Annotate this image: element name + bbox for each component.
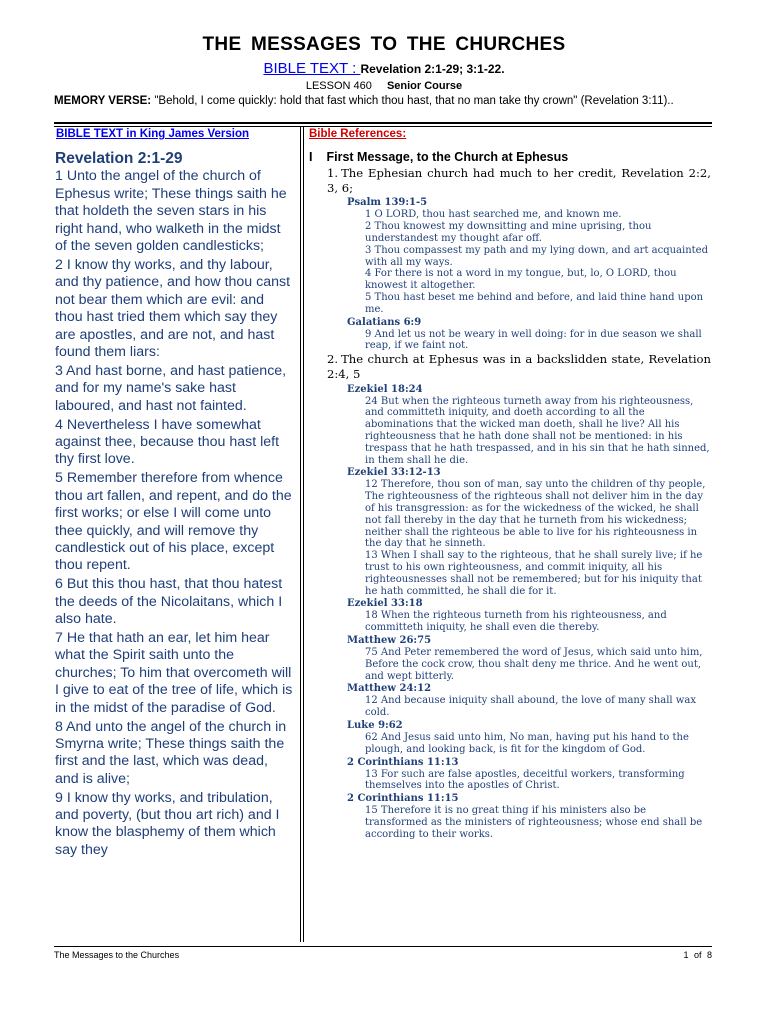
scripture-reference: Ezekiel 33:12-13 (347, 467, 441, 479)
reference-verse: 13 For such are false apostles, deceitful workers, transforming themselves into the apostles of Christ. (365, 768, 685, 792)
kjv-chapter-heading: Revelation 2:1-29 (55, 150, 183, 167)
reference-verse: 12 Therefore, thou son of man, say unto the children of thy people, The righteousness of the righteous shall not deliver him in the day of his transgression: as for the wickedness of the wicked, he shall not fall thereby in the day that he turneth from his wickedness; neither shall the righteous be able to live for his righteousness in the day that he sinneth. (365, 479, 706, 550)
kjv-verse: 4 Nevertheless I have somewhat against thee, because thou hast left thy first love. (55, 416, 280, 468)
scripture-reference: 2 Corinthians 11:15 (347, 793, 459, 805)
kjv-verse: 6 But this thou hast, that thou hatest the deeds of the Nicolaitans, which I also hate. (55, 576, 283, 628)
reference-verse: 18 When the righteous turneth from his righteousness, and committeth iniquity, he shall even die thereby. (365, 610, 667, 634)
column-divider-inner (303, 127, 304, 942)
memory-verse-label: MEMORY VERSE: (54, 95, 152, 107)
reference-verse: 15 Therefore it is no great thing if his ministers also be transformed as the ministers of righteousness; whose end shall be according to their works. (365, 805, 703, 840)
point-text: The Ephesian church had much to her credit, Revelation 2:2, 3, 6; (327, 166, 711, 196)
reference-verse: 4 For there is not a word in my tongue, but, lo, O LORD, thou knowest it altogether. (365, 268, 677, 292)
reference-verse: 12 And because iniquity shall abound, the love of many shall wax cold. (365, 695, 696, 719)
point-number: 2. (327, 352, 339, 367)
scripture-reference: Matthew 24:12 (347, 683, 432, 695)
reference-verse: 5 Thou hast beset me behind and before, and laid thine hand upon me. (365, 291, 704, 315)
memory-verse-text: "Behold, I come quickly: hold that fast which thou hast, that no man take thy crown" (Revelation 3:11).. (154, 95, 674, 107)
outline-point (309, 166, 711, 196)
bible-text-link[interactable]: BIBLE TEXT (263, 60, 348, 77)
page-title: THE MESSAGES TO THE CHURCHES (202, 34, 566, 55)
kjv-verse: 7 He that hath an ear, let him hear what the Spirit saith unto the churches; To him that overcometh will I give to eat of the tree of life, which is in the midst of the paradise of God. (55, 629, 293, 716)
reference-verse: 24 But when the righteous turneth away from his righteousness, and committeth iniquity, and doeth according to all the abominations that the wicked man doeth, shall he live? All his righteousness that he hath done shall not be mentioned: in his trespass that he hath trespassed, and in his sin that he hath sinned, in them shall he die. (365, 395, 710, 466)
kjv-column-heading[interactable]: BIBLE TEXT in King James Version (56, 128, 249, 140)
scripture-reference: Psalm 139:1-5 (347, 197, 428, 209)
column-divider (300, 127, 301, 942)
kjv-verse: 9 I know thy works, and tribulation, and poverty, (but thou art rich) and I know the blasphemy of them which say they (55, 789, 280, 858)
page-number: 1 of 8 (683, 950, 712, 960)
reference-verse: 13 When I shall say to the righteous, that he shall surely live; if he trust to his own righteousness, and commit iniquity, all his righteousnesses shall not be remembered; but for his iniquity that he hath committed, he shall die for it. (365, 550, 703, 597)
section-number: I (309, 150, 313, 164)
scripture-reference: Ezekiel 33:18 (347, 598, 423, 610)
reference-verse: 62 And Jesus said unto him, No man, having put his hand to the plough, and looking back, is fit for the kingdom of God. (365, 731, 689, 755)
bible-text-reference: Revelation 2:1-29; 3:1-22. (360, 62, 505, 76)
reference-verse: 75 And Peter remembered the word of Jesus, which said unto him, Before the cock crow, thou shalt deny me thrice. And he went out, and wept bitterly. (365, 646, 703, 682)
header-rule-thin (54, 126, 712, 127)
kjv-verse: 5 Remember therefore from whence thou art fallen, and repent, and do the first works; or else I will come unto thee quickly, and will remove thy candlestick out of his place, except thou repent. (55, 470, 292, 574)
footer-title: The Messages to the Churches (54, 950, 180, 960)
bible-text-line (0, 60, 768, 77)
lesson-number: LESSON 460 (305, 80, 372, 92)
scripture-reference: Luke 9:62 (347, 719, 403, 731)
reference-verse: 9 And let us not be weary in well doing: for in due season we shall reap, if we faint not. (365, 328, 702, 352)
references-column-heading: Bible References: (309, 128, 407, 140)
kjv-text-column (55, 150, 295, 861)
kjv-verse: 1 Unto the angel of the church of Ephesus write; These things saith he that holdeth the seven stars in his right hand, who walketh in the midst of the seven golden candlesticks; (55, 168, 287, 255)
kjv-verse: 3 And hast borne, and hast patience, and for my name's sake hast laboured, and hast not fainted. (55, 362, 287, 414)
scripture-reference: 2 Corinthians 11:13 (347, 756, 459, 768)
reference-verse: 3 Thou compassest my path and my lying down, and art acquainted with all my ways. (365, 244, 708, 268)
reference-verse: 2 Thou knowest my downsitting and mine uprising, thou understandest my thought afar off. (365, 221, 652, 244)
lesson-line (0, 80, 768, 92)
section-title: First Message, to the Church at Ephesus (326, 150, 569, 164)
memory-verse (54, 94, 714, 108)
scripture-reference: Ezekiel 18:24 (347, 383, 423, 395)
scripture-reference: Matthew 26:75 (347, 634, 432, 646)
point-number: 1. (327, 166, 339, 180)
outline-point (309, 352, 711, 382)
course-level: Senior Course (386, 80, 463, 92)
bible-text-colon[interactable]: : (347, 60, 361, 77)
section-heading (309, 150, 711, 164)
header-rule-thick (54, 122, 712, 124)
footer-rule (54, 946, 712, 947)
kjv-verse: 2 I know thy works, and thy labour, and thy patience, and how thou canst not bear them which are evil: and thou hast tried them which say they are apostles, and are not, and hast found them liars: (55, 256, 291, 360)
references-column (309, 150, 711, 840)
kjv-verse: 8 And unto the angel of the church in Smyrna write; These things saith the first and the last, which was dead, and is alive; (55, 718, 287, 787)
point-text: The church at Ephesus was in a backslidden state, Revelation 2:4, 5 (327, 352, 711, 382)
scripture-reference: Galatians 6:9 (347, 316, 422, 328)
reference-verse: 1 O LORD, thou hast searched me, and known me. (365, 209, 622, 221)
